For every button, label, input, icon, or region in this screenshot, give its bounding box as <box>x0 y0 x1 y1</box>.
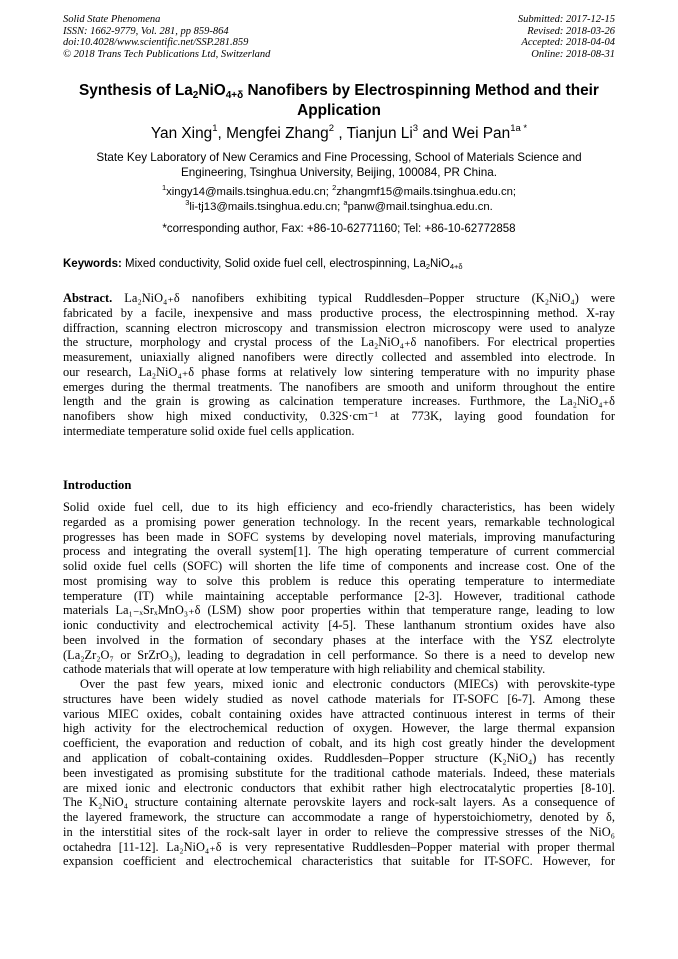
intro-line: in the interstitial sites of the rock-salt layer in order to relieve the compressive stresses of the NiO₆ <box>63 824 615 839</box>
intro-line: structures have been widely studied as novel cathode materials for IT-SOFC [6-7]. Among these <box>63 691 615 706</box>
journal-name: Solid State Phenomena <box>63 14 161 25</box>
intro-line: The K₂NiO₄ structure containing alternate perovskite layers and rock-salt layers. As a consequence of <box>63 795 615 810</box>
intro-line: and application of cobalt-containing oxides. Ruddlesden–Popper structure (K₂NiO₄) has recently <box>63 751 615 766</box>
abstract-label: Abstract. <box>63 291 113 305</box>
introduction-body <box>63 500 615 869</box>
intro-line: various MIEC oxides, cobalt containing oxides have attracted continuous interest in terms of their <box>63 706 615 721</box>
abstract-line: intermediate temperature solid oxide fuel cells application. <box>63 423 355 438</box>
corresponding-author: *corresponding author, Fax: +86-10-62771160; Tel: +86-10-62772858 <box>162 223 516 235</box>
intro-line: Over the past few years, mixed ionic and electronic conductors (MIECs) with perovskite-type <box>80 677 615 692</box>
intro-line: most promising way to solve this problem is reduce this operating temperature to intermediate <box>63 573 615 588</box>
intro-line: (La₂Zr₂O₇ or SrZrO₃), leading to degradation in cell performance. So there is a need to develop new <box>63 647 615 662</box>
journal-header-right <box>518 14 615 60</box>
abstract-line: diffraction, scanning electron microscopy and transmission electron microscopy were used to analyze <box>63 320 615 335</box>
intro-line: expansion coefficient and electrochemical characteristics that suitable for IT-SOFC. However, for <box>63 854 615 869</box>
abstract-line: emerges during the thermal treatments. The nanofibers are smooth and uniform throughout the entire <box>63 379 615 394</box>
intro-line: Solid oxide fuel cell, due to its high efficiency and eco-friendly characteristics, has been widely <box>63 500 615 514</box>
paper-title: Synthesis of $La_2NiO_{4+\delta}$ Nanofibers by Electrospinning Method and their Application <box>79 82 599 119</box>
keywords: Keywords: Mixed conductivity, Solid oxide fuel cell, electrospinning, $La_2NiO_{4+\delta}$ <box>63 258 463 271</box>
intro-line: process and integrating the overall system[1]. The high operating temperature of current commercial <box>63 544 615 559</box>
date-online: Online: 2018-08-31 <box>531 48 615 60</box>
author-list: Yan Xing$^1$, Mengfei Zhang$^2$ , Tianjun Li$^3$ and Wei Pan$^{1a *}$ <box>150 123 528 142</box>
intro-line: cathode materials that will operate at low temperature with high reliability and chemical stability. <box>63 662 546 677</box>
intro-line: the layered framework, the structure can accommodate a range of hyperstoichiometry, denoted by δ, <box>63 810 615 825</box>
journal-copyright: © 2018 Trans Tech Publications Ltd, Switzerland <box>63 48 271 60</box>
date-submitted: Submitted: 2017-12-15 <box>517 14 615 25</box>
affiliation: State Key Laboratory of New Ceramics and Fine Processing, School of Materials Science and Engineering, Tsinghua University, Beijing, 100084, PR China. <box>96 151 582 180</box>
abstract-line: our research, La₂NiO₄₊δ phase forms at relatively low sintering temperature with no impurity phase <box>63 364 615 379</box>
abstract-line: measurement, uniaxially aligned nanofibers were directly collected and assembled into electrode. In <box>63 350 615 365</box>
journal-header-left <box>63 14 270 60</box>
abstract <box>63 291 615 439</box>
abstract-line: Abstract. La₂NiO₄₊δ nanofibers exhibiting typical Ruddlesden–Popper structure (K₂NiO₄) were <box>63 291 615 305</box>
journal-doi: doi:10.4028/www.scientific.net/SSP.281.859 <box>63 37 249 49</box>
intro-line: been investigated as promising substitute for the traditional cathode materials. Indeed, these materials <box>63 765 615 780</box>
intro-line: been involved in the formation of secondary phases at the interface with the YSZ electrolyte <box>63 632 615 647</box>
intro-line: temperature (IT) while maintaining acceptable performance [2-3]. However, traditional cathode <box>63 588 615 603</box>
abstract-line: the structure, morphology and crystal process of the La₂NiO₄₊δ nanofibers. For electrical properties <box>63 335 615 350</box>
intro-line: octahedra [11-12]. La₂NiO₄₊δ is very representative Ruddlesden–Popper material with proper thermal <box>63 839 615 854</box>
journal-issn: ISSN: 1662-9779, Vol. 281, pp 859-864 <box>63 25 229 37</box>
intro-line: solid oxide fuel cells (SOFC) will shorten the life time of components and increase cost. One of the <box>63 559 615 574</box>
intro-line: materials La₁₋ₓSrₓMnO₃₊δ (LSM) show poor properties within that temperature range, leading to low <box>63 603 615 618</box>
abstract-line: fabricated by a facile, inexpensive and mass productive process, the electrospinning method. X-ray <box>63 305 615 320</box>
date-accepted: Accepted: 2018-04-04 <box>521 37 615 49</box>
abstract-line: length and the grain is growing as calcination temperature increases. Furthmore, the La₂NiO₄₊δ <box>63 394 615 409</box>
intro-line: are mixed ionic and electronic conductors that exhibit rather high electrocatalytic properties [8-10]. <box>63 780 615 795</box>
intro-line: high activity for the electrochemical reduction of oxygen. However, the large thermal expansion <box>63 721 615 736</box>
intro-line: progresses has been made in SOFC systems by developing novel materials, improving manufacturing <box>63 529 615 544</box>
intro-line: coefficient, the evaporation and reduction of cobalt, and its high cost greatly hinder the development <box>63 736 615 751</box>
section-heading-introduction: Introduction <box>63 478 132 492</box>
intro-line: ionic conductivity and electrochemical activity [4-5]. These lanthanum strontium oxides have also <box>63 618 615 633</box>
intro-line: regarded as a promising power generation technology. In the recent years, remarkable technological <box>63 514 615 529</box>
author-emails: $^1$xingy14@mails.tsinghua.edu.cn; $^2$zhangmf15@mails.tsinghua.edu.cn; $^3$li-tj13@mails.tsinghua.edu.cn; $^a$panw@mail.tsinghua.edu.cn. <box>161 183 517 213</box>
abstract-line: nanofibers show high mixed conductivity, 0.32S·cm⁻¹ at 773K, laying good foundation for <box>63 409 615 424</box>
date-revised: Revised: 2018-03-26 <box>527 25 615 37</box>
